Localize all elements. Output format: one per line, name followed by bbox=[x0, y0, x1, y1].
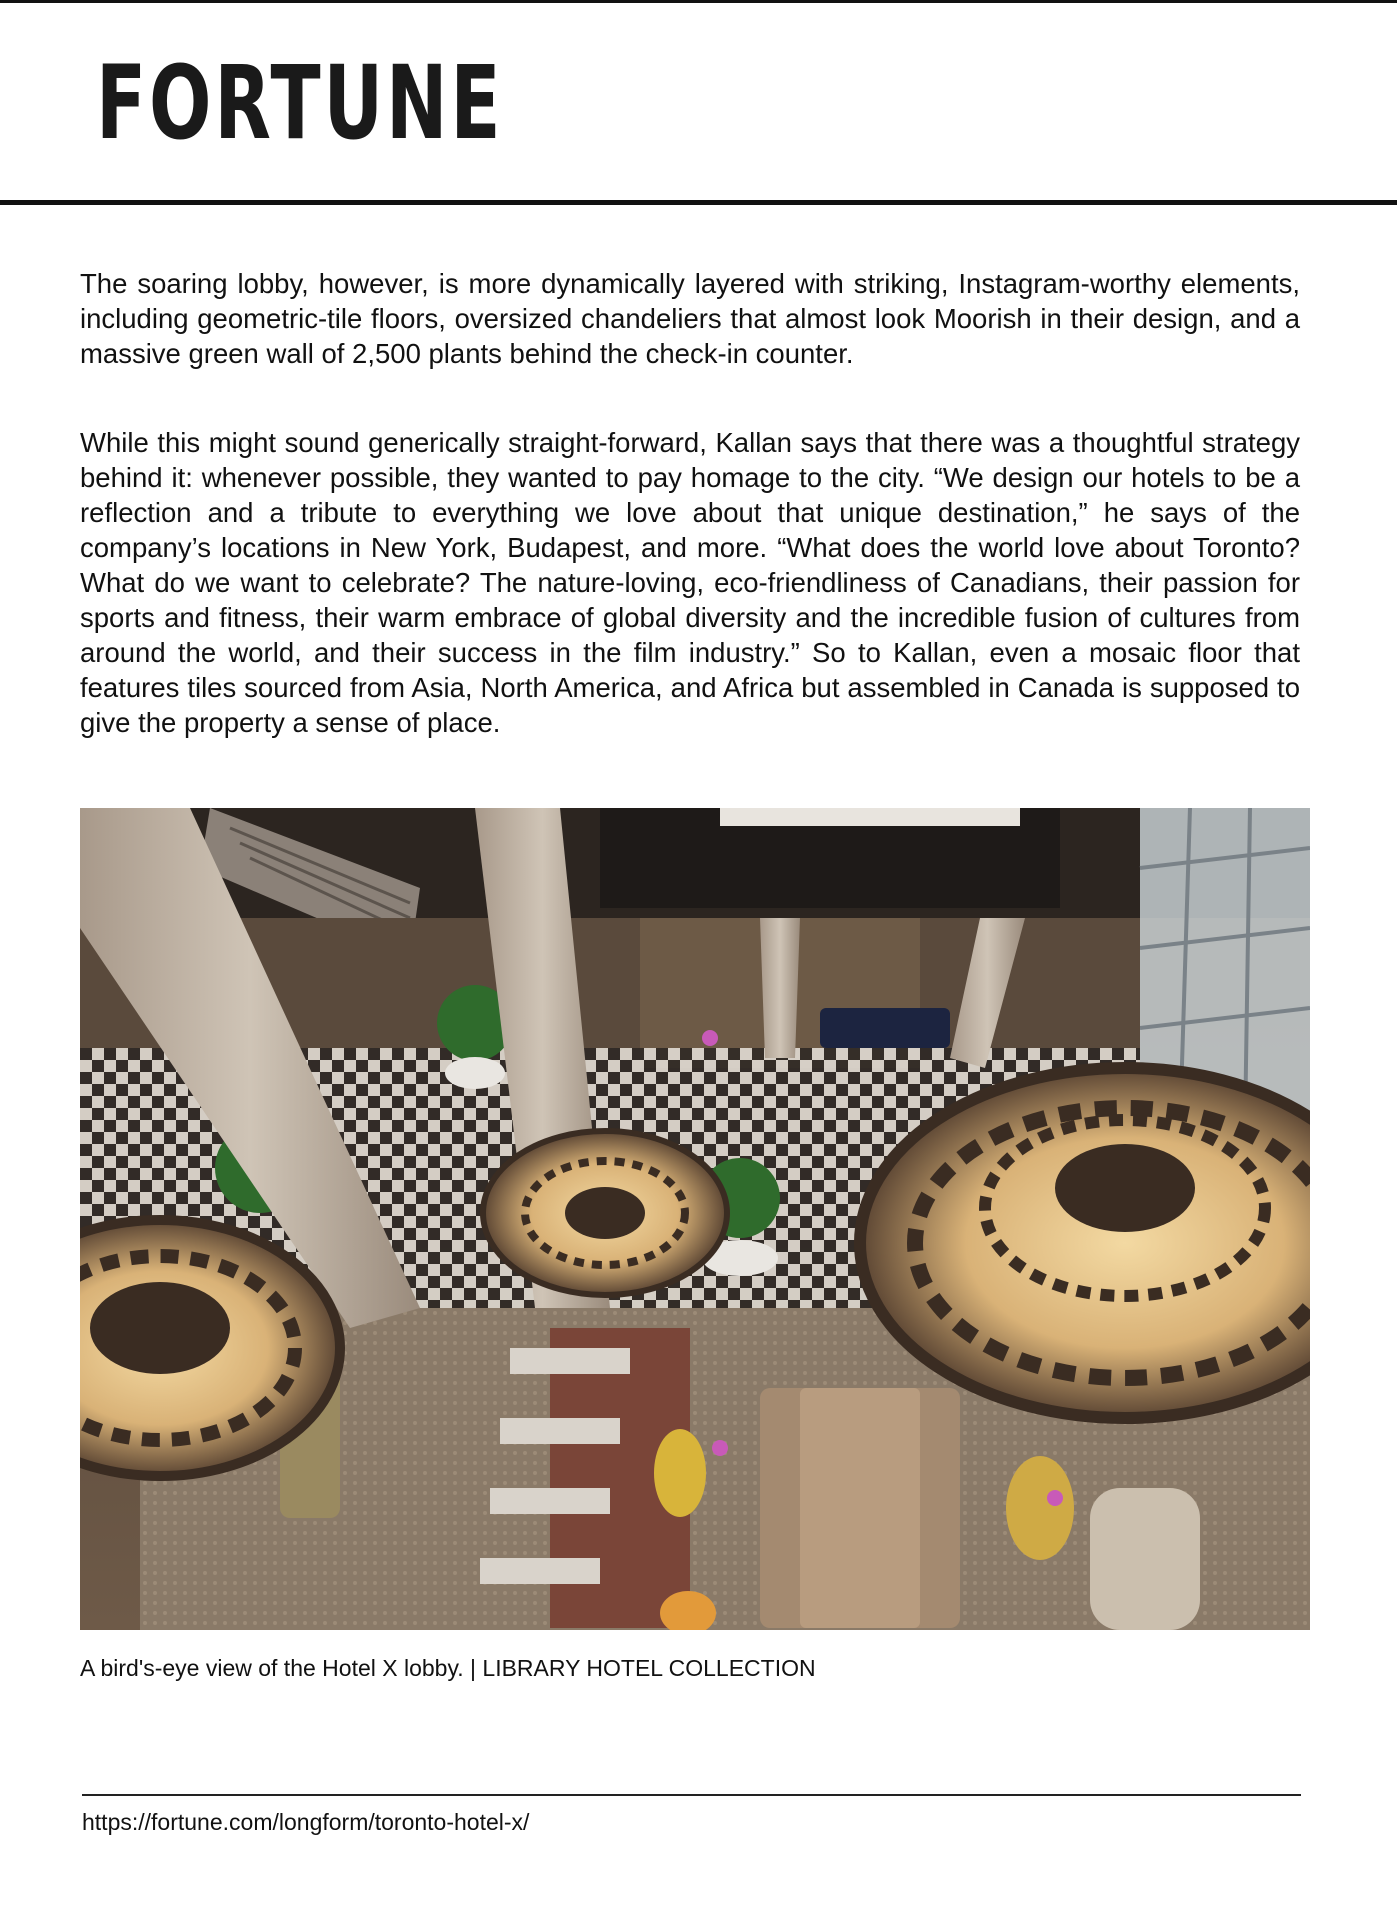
article-paragraph: While this might sound generically straight-forward, Kallan says that there was a thoughtful strategy behind it: whenever possible, they wanted to pay homage to the city. “We design our hotels to be a reflection and a tribute to everything we love about that unique destination,” he says of the company’s locations in New York, Budapest, and more. “What does the world love about Toronto? What do we want to celebrate? The nature-loving, eco-friendliness of Canadians, their passion for sports and fitness, their warm embrace of global diversity and the incredible fusion of cultures from around the world, and their success in the film industry.” So to Kallan, even a mosaic floor that features tiles sourced from Asia, North America, and Africa but assembled in Canada is supposed to give the property a sense of place. bbox=[80, 427, 1300, 738]
header-divider bbox=[0, 200, 1397, 205]
photo-caption: A bird's-eye view of the Hotel X lobby. | LIBRARY HOTEL COLLECTION bbox=[80, 1655, 816, 1681]
footer-divider bbox=[82, 1794, 1301, 1796]
article-body bbox=[80, 266, 1300, 740]
article-paragraph: The soaring lobby, however, is more dynamically layered with striking, Instagram-worthy elements, including geometric-tile floors, oversized chandeliers that almost look Moorish in their design, and a massive green wall of 2,500 plants behind the check-in counter. bbox=[80, 268, 1300, 369]
lobby-photo bbox=[80, 808, 1310, 1630]
source-url[interactable]: https://fortune.com/longform/toronto-hotel-x/ bbox=[82, 1809, 530, 1835]
fortune-logo: FORTUNE bbox=[96, 44, 504, 163]
masthead bbox=[0, 3, 1397, 200]
